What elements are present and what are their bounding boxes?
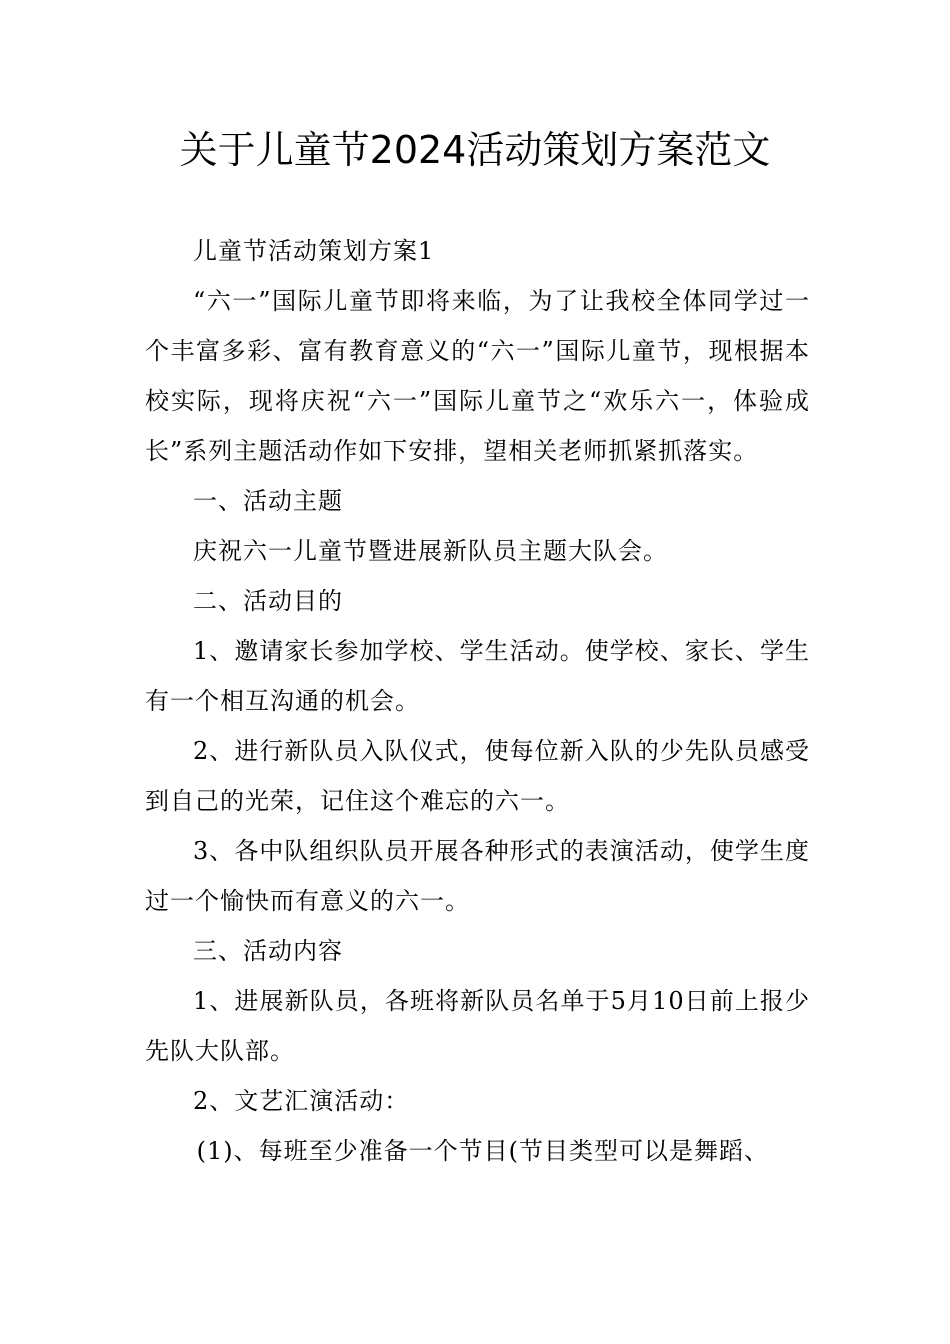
- section-heading-theme: 一、活动主题: [193, 487, 343, 515]
- purpose-item-3: 3、各中队组织队员开展各种形式的表演活动，使学生度过一个愉快而有意义的六一。: [145, 837, 810, 915]
- content-item-2: 2、文艺汇演活动：: [193, 1087, 410, 1115]
- document-body: [145, 226, 810, 1176]
- theme-paragraph: 庆祝六一儿童节暨进展新队员主题大队会。: [193, 537, 668, 565]
- intro-paragraph: “六一”国际儿童节即将来临，为了让我校全体同学过一个丰富多彩、富有教育意义的“六一”国际儿童节，现根据本校实际，现将庆祝“六一”国际儿童节之“欢乐六一，体验成长”系列主题活动作如下安排，望相关老师抓紧抓落实。: [145, 287, 810, 465]
- section-heading-plan-1: 儿童节活动策划方案1: [193, 237, 435, 265]
- content-subitem-1: (1)、每班至少准备一个节目(节目类型可以是舞蹈、: [196, 1137, 769, 1165]
- document-title: 关于儿童节2024活动策划方案范文: [179, 128, 771, 172]
- content-item-1: 1、进展新队员，各班将新队员名单于5月10日前上报少先队大队部。: [145, 987, 810, 1065]
- section-heading-content: 三、活动内容: [193, 937, 343, 965]
- section-heading-purpose: 二、活动目的: [193, 587, 343, 615]
- purpose-item-1: 1、邀请家长参加学校、学生活动。使学校、家长、学生有一个相互沟通的机会。: [145, 637, 810, 715]
- purpose-item-2: 2、进行新队员入队仪式，使每位新入队的少先队员感受到自己的光荣，记住这个难忘的六一。: [145, 737, 810, 815]
